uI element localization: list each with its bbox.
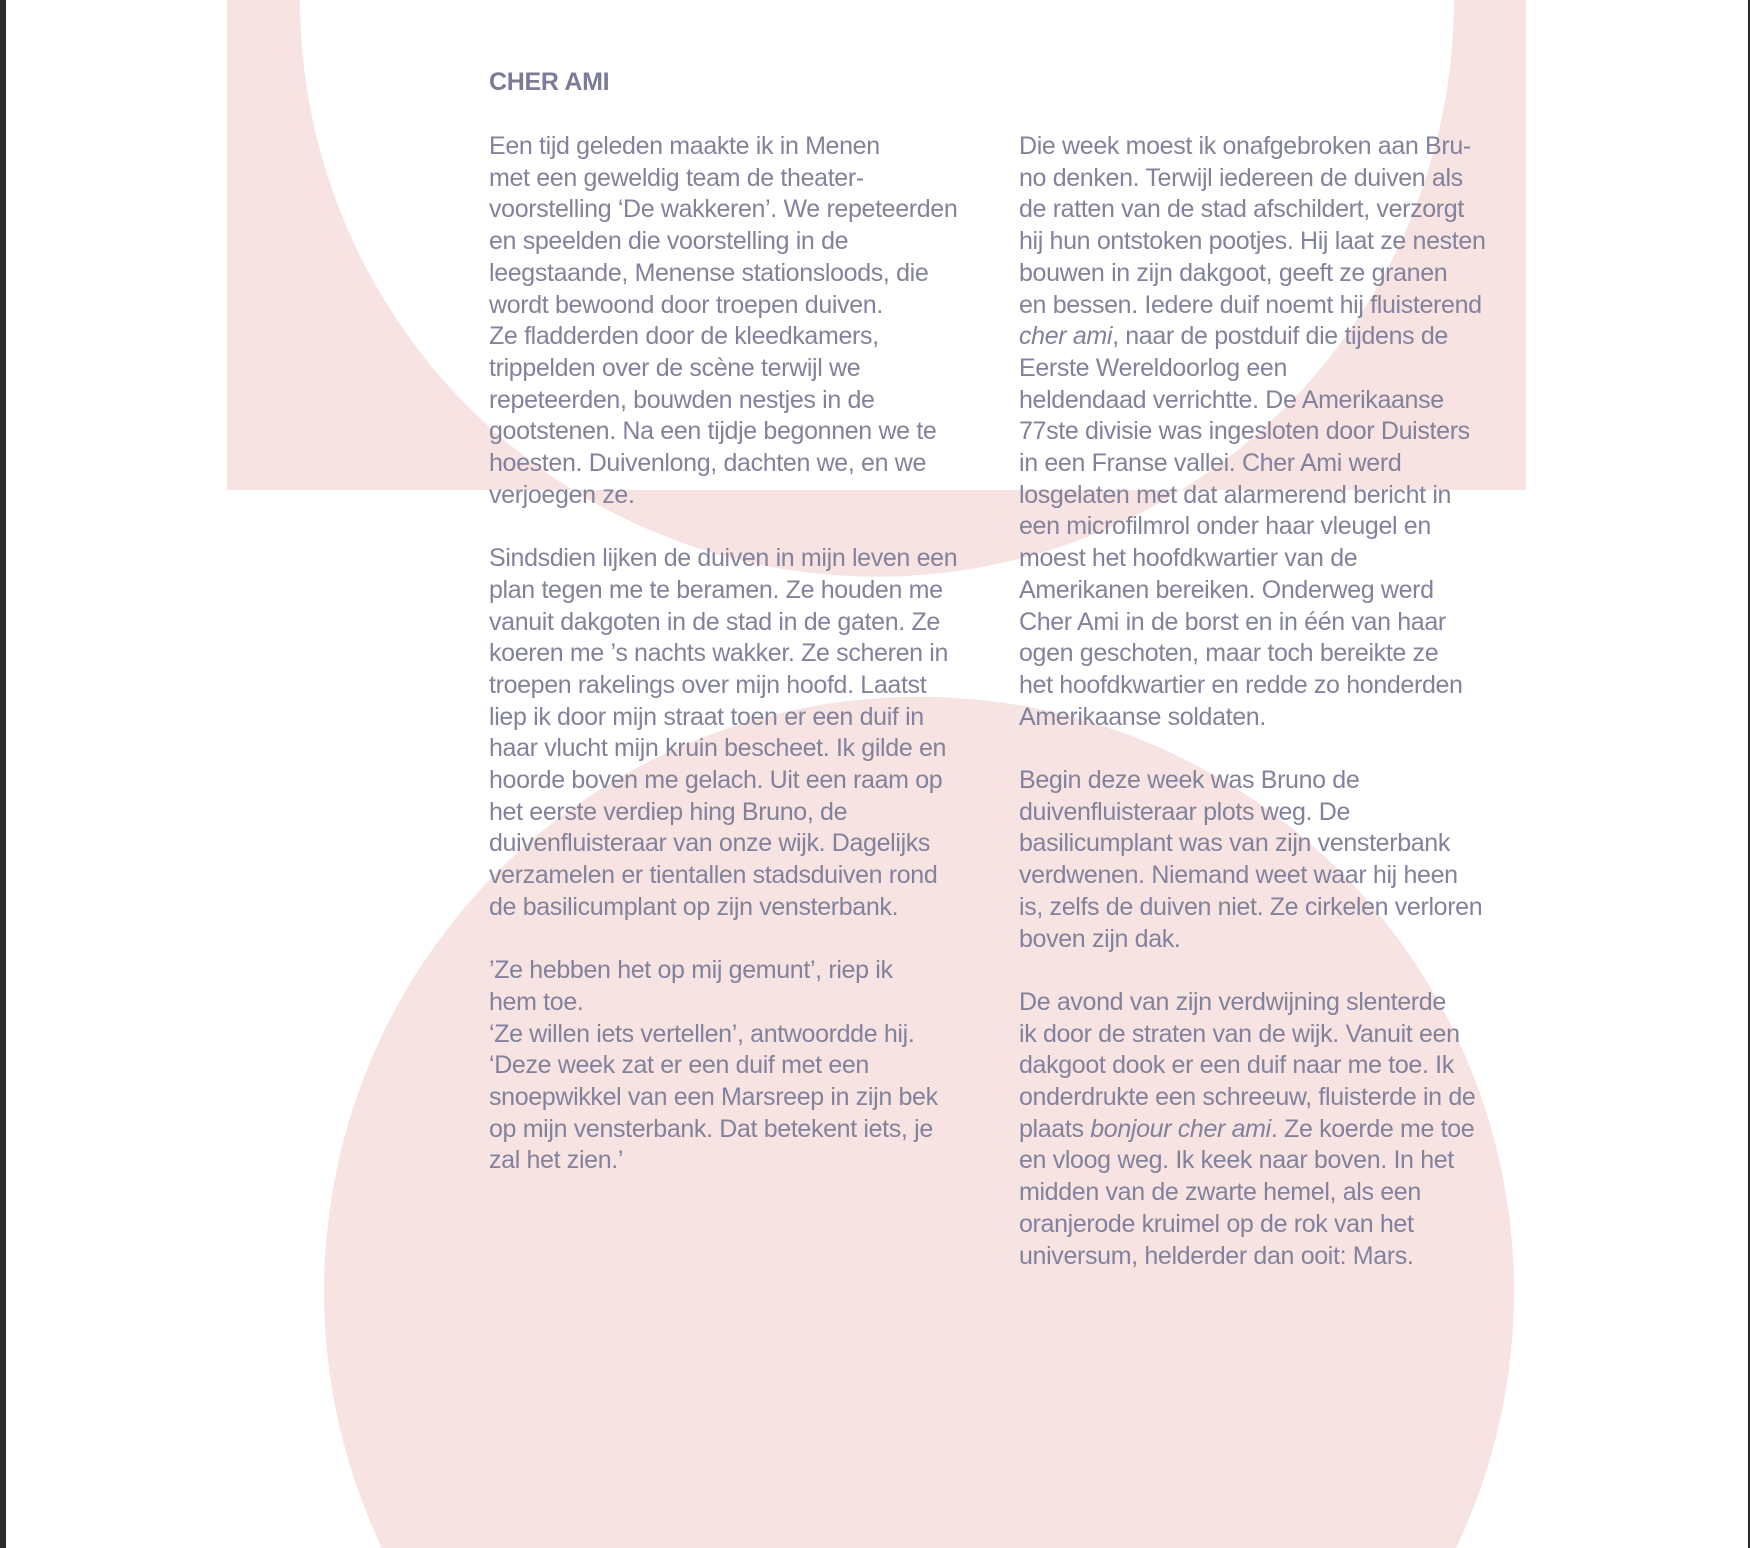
text-line: hem toe. (489, 987, 584, 1016)
text-line: hoesten. Duivenlong, dachten we, en we (489, 449, 927, 478)
text-run: plaats (1019, 1114, 1091, 1143)
text-line: verdwenen. Niemand weet waar hij heen (1019, 861, 1458, 890)
text-line: ik door de straten van de wijk. Vanuit een (1019, 1019, 1460, 1048)
viewer-left-edge (0, 0, 6, 1548)
paragraph (1019, 131, 1519, 733)
text-line: De avond van zijn verdwijning slenterde (1019, 987, 1446, 1016)
paragraph (1019, 987, 1519, 1272)
text-line: verzamelen er tientallen stadsduiven rond (489, 861, 938, 890)
text-line: trippelden over de scène terwijl we (489, 353, 861, 382)
text-line: Die week moest ik onafgebroken aan Bru- (1019, 132, 1471, 160)
text-run: , naar de postduif die tijdens de (1112, 322, 1448, 351)
text-run: . Ze koerde me toe (1270, 1114, 1475, 1143)
text-line: een microfilmrol onder haar vleugel en (1019, 512, 1431, 541)
text-line: duivenfluisteraar plots weg. De (1019, 797, 1350, 826)
paragraph (489, 955, 989, 1177)
text-line: en bessen. Iedere duif noemt hij fluisterend (1019, 290, 1482, 319)
text-line: oranjerode kruimel op de rok van het (1019, 1209, 1414, 1238)
text-line: wordt bewoond door troepen duiven. (489, 290, 883, 319)
text-line: basilicumplant was van zijn vensterbank (1019, 829, 1451, 858)
text-line: de ratten van de stad afschildert, verzorgt (1019, 195, 1464, 224)
text-line: leegstaande, Menense stationsloods, die (489, 258, 929, 287)
text-line: in een Franse vallei. Cher Ami werd (1019, 449, 1402, 478)
text-line: onderdrukte een schreeuw, fluisterde in de (1019, 1083, 1476, 1112)
text-line: troepen rakelings over mijn hoofd. Laatst (489, 670, 927, 699)
text-line: hoorde boven me gelach. Uit een raam op (489, 766, 943, 795)
text-line: liep ik door mijn straat toen er een duif in (489, 702, 924, 731)
text-line (1019, 321, 1519, 353)
text-line: repeteerden, bouwden nestjes in de (489, 385, 875, 414)
paragraph (489, 131, 989, 511)
italic-phrase: bonjour cher ami (1090, 1114, 1271, 1143)
text-line: de basilicumplant op zijn vensterbank. (489, 892, 899, 921)
text-line: bouwen in zijn dakgoot, geeft ze granen (1019, 258, 1448, 287)
italic-phrase: cher ami (1019, 322, 1113, 351)
text-line: heldendaad verrichtte. De Amerikaanse (1019, 385, 1444, 414)
text-line: Ze fladderden door de kleedkamers, (489, 322, 879, 351)
right-text-column (1019, 131, 1519, 1304)
text-line: verjoegen ze. (489, 480, 635, 509)
text-line: Een tijd geleden maakte ik in Menen (489, 132, 880, 160)
text-line: voorstelling ‘De wakkeren’. We repeteerden (489, 195, 958, 224)
document-page (227, 0, 1526, 1548)
text-line: haar vlucht mijn kruin bescheet. Ik gilde en (489, 734, 947, 763)
text-line: koeren me ’s nachts wakker. Ze scheren in (489, 639, 949, 668)
text-line: op mijn vensterbank. Dat betekent iets, je (489, 1114, 933, 1143)
text-line: en vloog weg. Ik keek naar boven. In het (1019, 1146, 1454, 1175)
text-line: Amerikaanse soldaten. (1019, 702, 1266, 731)
text-line: midden van de zwarte hemel, als een (1019, 1178, 1421, 1207)
text-line: Begin deze week was Bruno de (1019, 766, 1360, 795)
text-line: met een geweldig team de theater- (489, 163, 864, 192)
text-line: Eerste Wereldoorlog een (1019, 353, 1288, 382)
article-title: CHER AMI (489, 68, 610, 96)
text-line: universum, helderder dan ooit: Mars. (1019, 1241, 1414, 1270)
text-line: hij hun ontstoken pootjes. Hij laat ze nesten (1019, 227, 1486, 256)
text-line: het hoofdkwartier en redde zo honderden (1019, 670, 1463, 699)
text-line: zal het zien.’ (489, 1146, 624, 1175)
left-text-column (489, 131, 989, 1209)
text-line: snoepwikkel van een Marsreep in zijn bek (489, 1083, 938, 1112)
text-line: Cher Ami in de borst en in één van haar (1019, 607, 1446, 636)
text-line: Sindsdien lijken de duiven in mijn leven een (489, 544, 958, 573)
text-line: moest het hoofdkwartier van de (1019, 544, 1358, 573)
paragraph (489, 543, 989, 923)
text-line: is, zelfs de duiven niet. Ze cirkelen verloren (1019, 892, 1483, 921)
text-line: ‘Deze week zat er een duif met een (489, 1051, 869, 1080)
text-line (1019, 1114, 1519, 1146)
text-line: boven zijn dak. (1019, 924, 1181, 953)
text-line: vanuit dakgoten in de stad in de gaten. Ze (489, 607, 940, 636)
text-line: Amerikanen bereiken. Onderweg werd (1019, 575, 1434, 604)
text-line: en speelden die voorstelling in de (489, 227, 849, 256)
text-line: plan tegen me te beramen. Ze houden me (489, 575, 943, 604)
text-line: ‘Ze willen iets vertellen’, antwoordde hij. (489, 1019, 915, 1048)
text-line: ’Ze hebben het op mij gemunt’, riep ik (489, 956, 893, 985)
text-line: ogen geschoten, maar toch bereikte ze (1019, 639, 1439, 668)
text-line: duivenfluisteraar van onze wijk. Dagelijks (489, 829, 931, 858)
paragraph (1019, 765, 1519, 955)
text-line: gootstenen. Na een tijdje begonnen we te (489, 417, 937, 446)
text-line: losgelaten met dat alarmerend bericht in (1019, 480, 1452, 509)
text-line: het eerste verdiep hing Bruno, de (489, 797, 848, 826)
text-line: no denken. Terwijl iedereen de duiven als (1019, 163, 1463, 192)
text-line: dakgoot dook er een duif naar me toe. Ik (1019, 1051, 1454, 1080)
text-line: 77ste divisie was ingesloten door Duisters (1019, 417, 1470, 446)
